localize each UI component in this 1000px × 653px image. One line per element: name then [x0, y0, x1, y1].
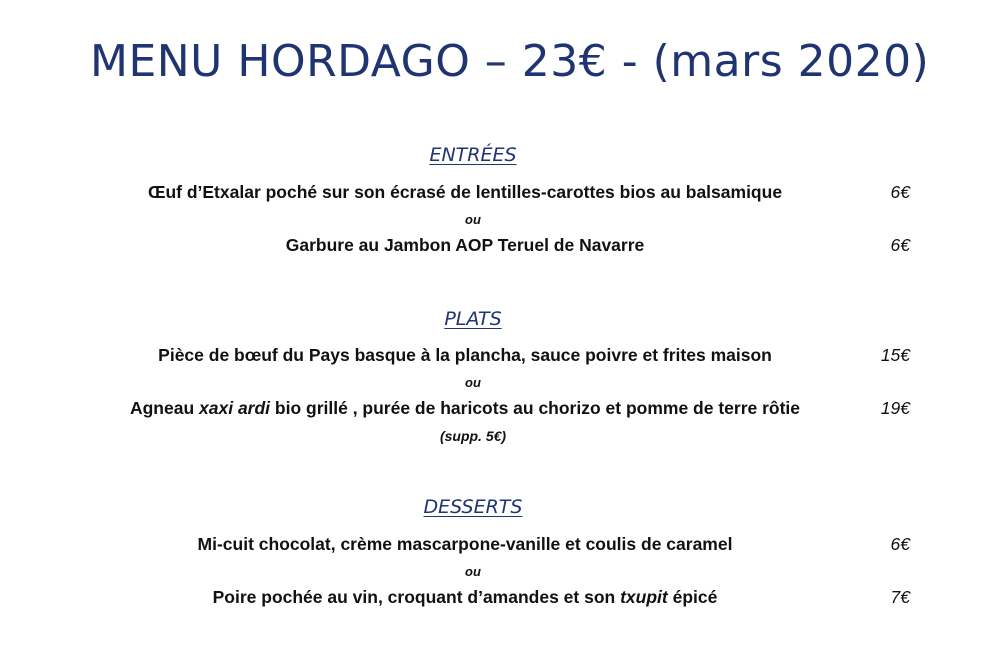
dessert-item-2-name-italic: txupit	[620, 587, 668, 607]
dessert-item-2-name-part-2: épicé	[667, 587, 718, 607]
plat-item-2-price: 19€	[880, 398, 910, 418]
entree-item-1-price: 6€	[890, 182, 910, 202]
dessert-item-2-name	[40, 587, 890, 608]
dessert-item-1-name: Mi-cuit chocolat, crème mascarpone-vanille et coulis de caramel	[197, 534, 733, 554]
dessert-item-2-price: 7€	[890, 587, 910, 607]
plat-item-1-price: 15€	[880, 345, 910, 365]
plat-item-2-name-part-1: Agneau	[129, 398, 200, 418]
plat-item-2-name	[40, 398, 890, 419]
entree-separator: ou	[465, 212, 481, 227]
section-heading-plats: PLATS	[444, 308, 502, 330]
entree-item-2-price: 6€	[890, 235, 910, 255]
section-heading-desserts: DESSERTS	[423, 496, 523, 518]
plat-item-2-supplement-note: (supp. 5€)	[439, 428, 507, 444]
dessert-separator: ou	[465, 564, 481, 579]
plat-item-1-name: Pièce de bœuf du Pays basque à la plancha, sauce poivre et frites maison	[158, 345, 772, 365]
entree-item-2-name: Garbure au Jambon AOP Teruel de Navarre	[285, 235, 645, 255]
dessert-item-2-name-part-1: Poire pochée au vin, croquant d’amandes et son	[212, 587, 621, 607]
plat-separator: ou	[465, 375, 481, 390]
plat-item-2-name-part-2: bio grillé , purée de haricots au chorizo et pomme de terre rôtie	[270, 398, 801, 418]
dessert-item-1-price: 6€	[890, 534, 910, 554]
menu-title: MENU HORDAGO – 23€ - (mars 2020)	[90, 36, 930, 87]
entree-item-1-name: Œuf d’Etxalar poché sur son écrasé de lentilles-carottes bios au balsamique	[147, 182, 783, 202]
plat-item-2-name-italic: xaxi ardi	[199, 398, 271, 418]
section-heading-entrees: ENTRÉES	[429, 144, 517, 166]
